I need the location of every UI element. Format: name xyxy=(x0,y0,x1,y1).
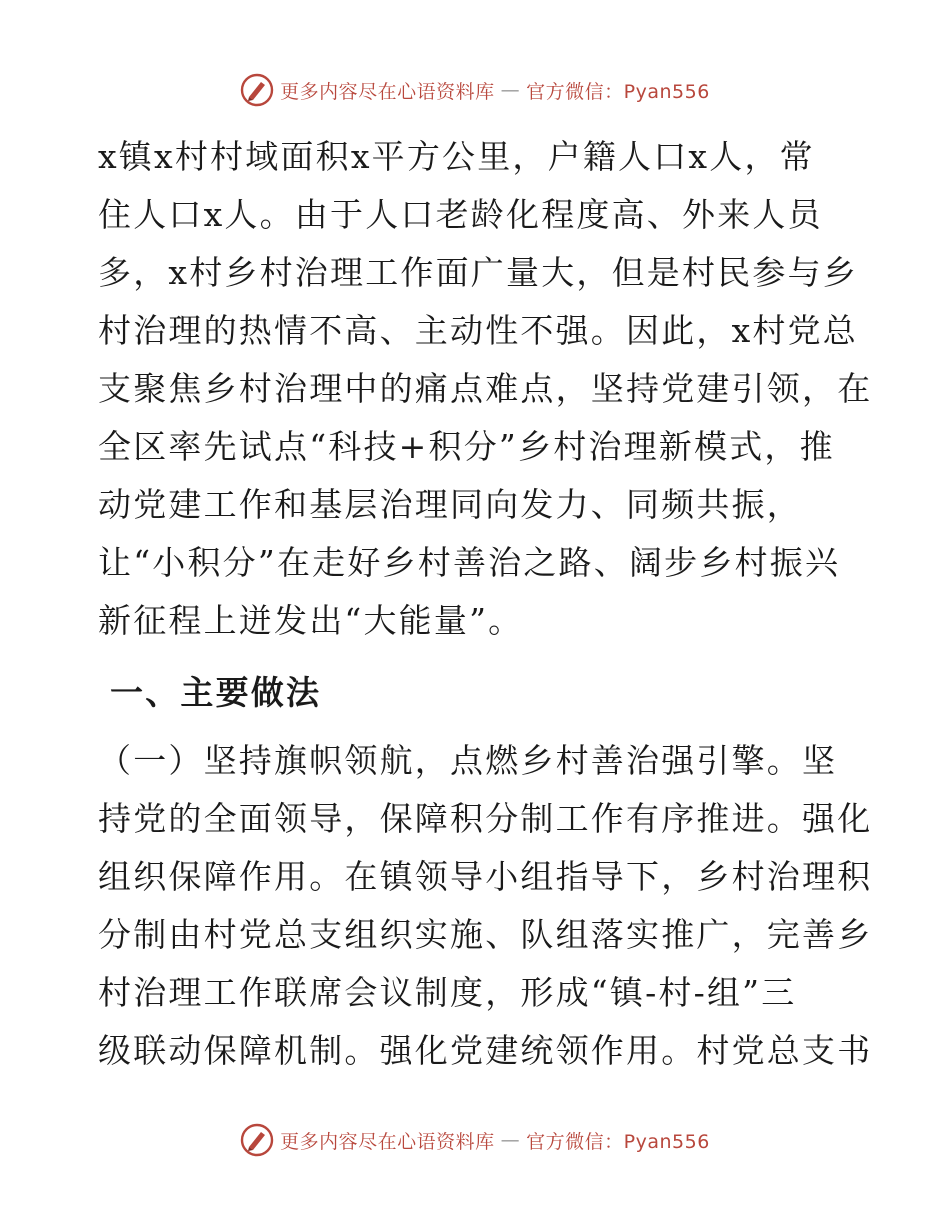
text-line: 新征程上迸发出“大能量”。 xyxy=(98,601,524,640)
watermark-contact: 官方微信：Pyan556 xyxy=(526,80,710,103)
watermark-separator: — xyxy=(500,79,521,101)
section-heading: 一、主要做法 xyxy=(110,673,322,712)
section-paragraph xyxy=(98,732,873,1080)
text-line: 让“小积分”在走好乡村善治之路、阔步乡村振兴 xyxy=(98,543,841,582)
text-line: 住人口x人。由于人口老龄化程度高、外来人员 xyxy=(98,195,823,234)
intro-paragraph xyxy=(98,128,873,650)
pen-logo-icon xyxy=(240,73,274,107)
text-line: 村治理的热情不高、主动性不强。因此，x村党总 xyxy=(98,311,859,350)
watermark-text: 更多内容尽在心语资料库 xyxy=(280,80,495,103)
text-line: 持党的全面领导，保障积分制工作有序推进。强化 xyxy=(98,799,873,838)
text-line: （一）坚持旗帜领航，点燃乡村善治强引擎。坚 xyxy=(98,741,838,780)
text-line: 全区率先试点“科技+积分”乡村治理新模式，推 xyxy=(98,427,835,466)
text-line: 支聚焦乡村治理中的痛点难点，坚持党建引领，在 xyxy=(98,369,873,408)
pen-logo-icon xyxy=(240,1123,274,1157)
text-line: x镇x村村域面积x平方公里，户籍人口x人，常 xyxy=(98,137,815,176)
watermark-separator: — xyxy=(500,1129,521,1151)
watermark-text: 更多内容尽在心语资料库 xyxy=(280,1130,495,1153)
text-line: 级联动保障机制。强化党建统领作用。村党总支书 xyxy=(98,1031,873,1070)
text-line: 多，x村乡村治理工作面广量大，但是村民参与乡 xyxy=(98,253,859,292)
header-watermark xyxy=(0,70,950,110)
text-line: 动党建工作和基层治理同向发力、同频共振， xyxy=(98,485,802,524)
text-line: 组织保障作用。在镇领导小组指导下，乡村治理积 xyxy=(98,857,873,896)
text-line: 村治理工作联席会议制度，形成“镇-村-组”三 xyxy=(98,973,797,1012)
document-body xyxy=(98,128,873,1080)
text-line: 分制由村党总支组织实施、队组落实推广，完善乡 xyxy=(98,915,873,954)
watermark-contact: 官方微信：Pyan556 xyxy=(526,1130,710,1153)
footer-watermark xyxy=(0,1120,950,1160)
